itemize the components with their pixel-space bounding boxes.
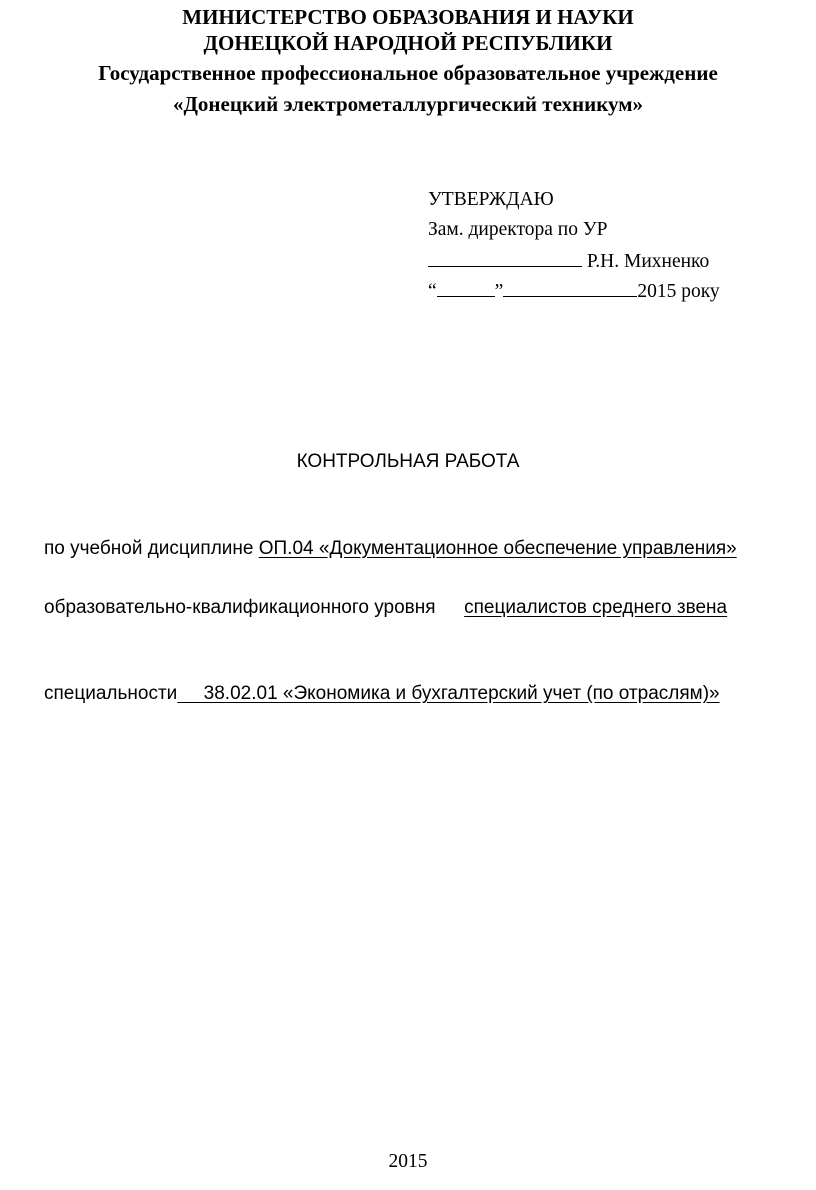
signature-blank [428, 248, 582, 267]
approval-position: Зам. директора по УР [428, 219, 608, 240]
republic-title: ДОНЕЦКОЙ НАРОДНОЙ РЕСПУБЛИКИ [203, 31, 613, 55]
institution-type: Государственное профессиональное образовательное учреждение [98, 61, 718, 85]
month-blank [503, 278, 637, 297]
level-value: специалистов среднего звена [464, 597, 728, 618]
close-quote: ” [494, 281, 504, 302]
approval-date-line [428, 278, 720, 304]
level-row [44, 597, 727, 619]
discipline-row [44, 538, 737, 560]
specialty-row [44, 683, 720, 705]
signatory-name: Р.Н. Михненко [586, 251, 710, 272]
open-quote: “ [428, 281, 437, 302]
approval-signature-line [428, 248, 709, 274]
level-label: образовательно-квалификационного уровня [44, 597, 436, 618]
day-blank [437, 278, 495, 297]
discipline-label: по учебной дисциплине [44, 538, 254, 559]
specialty-value: 38.02.01 «Экономика и бухгалтерский учет (по отраслям)» [177, 683, 720, 704]
specialty-label: специальности [44, 683, 178, 704]
discipline-value: ОП.04 «Документационное обеспечение управления» [258, 538, 737, 559]
approval-title: УТВЕРЖДАЮ [428, 189, 554, 210]
footer-year: 2015 [388, 1151, 428, 1172]
document-title: КОНТРОЛЬНАЯ РАБОТА [296, 451, 520, 472]
ministry-title: МИНИСТЕРСТВО ОБРАЗОВАНИЯ И НАУКИ [182, 5, 634, 29]
institution-name: «Донецкий электрометаллургический техникум» [172, 92, 644, 116]
approval-year: 2015 року [637, 281, 720, 302]
